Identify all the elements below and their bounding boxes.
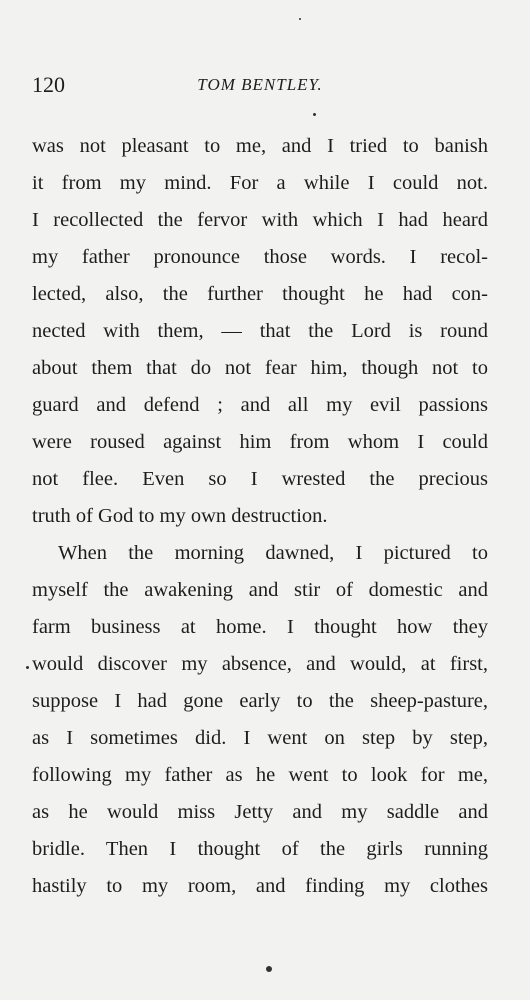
- text-line: hastily to my room, and finding my clothes: [32, 875, 488, 897]
- text-line: as I sometimes did. I went on step by step,: [32, 727, 488, 749]
- text-line: lected, also, the further thought he had con-: [32, 283, 488, 305]
- text-line: were roused against him from whom I could: [32, 431, 488, 453]
- text-line: not flee. Even so I wrested the precious: [32, 468, 488, 490]
- text-line: as he would miss Jetty and my saddle and: [32, 801, 488, 823]
- text-line: suppose I had gone early to the sheep-pasture,: [32, 690, 488, 712]
- page-number: 120: [32, 72, 65, 97]
- ink-speck: [299, 18, 301, 20]
- text-line: myself the awakening and stir of domestic and: [32, 579, 488, 601]
- text-line: farm business at home. I thought how they: [32, 616, 488, 638]
- text-line: guard and defend ; and all my evil passions: [32, 394, 488, 416]
- page-header: [32, 72, 488, 102]
- text-line: about them that do not fear him, though not to: [32, 357, 488, 379]
- body-text: [32, 128, 488, 905]
- text-line: it from my mind. For a while I could not.: [32, 172, 488, 194]
- text-line: When the morning dawned, I pictured to: [58, 542, 488, 564]
- text-line: bridle. Then I thought of the girls running: [32, 838, 488, 860]
- text-line: my father pronounce those words. I recol-: [32, 246, 488, 268]
- text-line: I recollected the fervor with which I had heard: [32, 209, 488, 231]
- ink-speck: [266, 966, 272, 972]
- text-line: would discover my absence, and would, at first,: [32, 653, 488, 675]
- ink-speck: [26, 666, 29, 669]
- ink-speck: [313, 113, 316, 116]
- text-line: nected with them, — that the Lord is round: [32, 320, 488, 342]
- text-line: truth of God to my own destruction.: [32, 505, 328, 527]
- text-line: was not pleasant to me, and I tried to banish: [32, 135, 488, 157]
- running-title: TOM BENTLEY.: [197, 75, 323, 94]
- text-line: following my father as he went to look for me,: [32, 764, 488, 786]
